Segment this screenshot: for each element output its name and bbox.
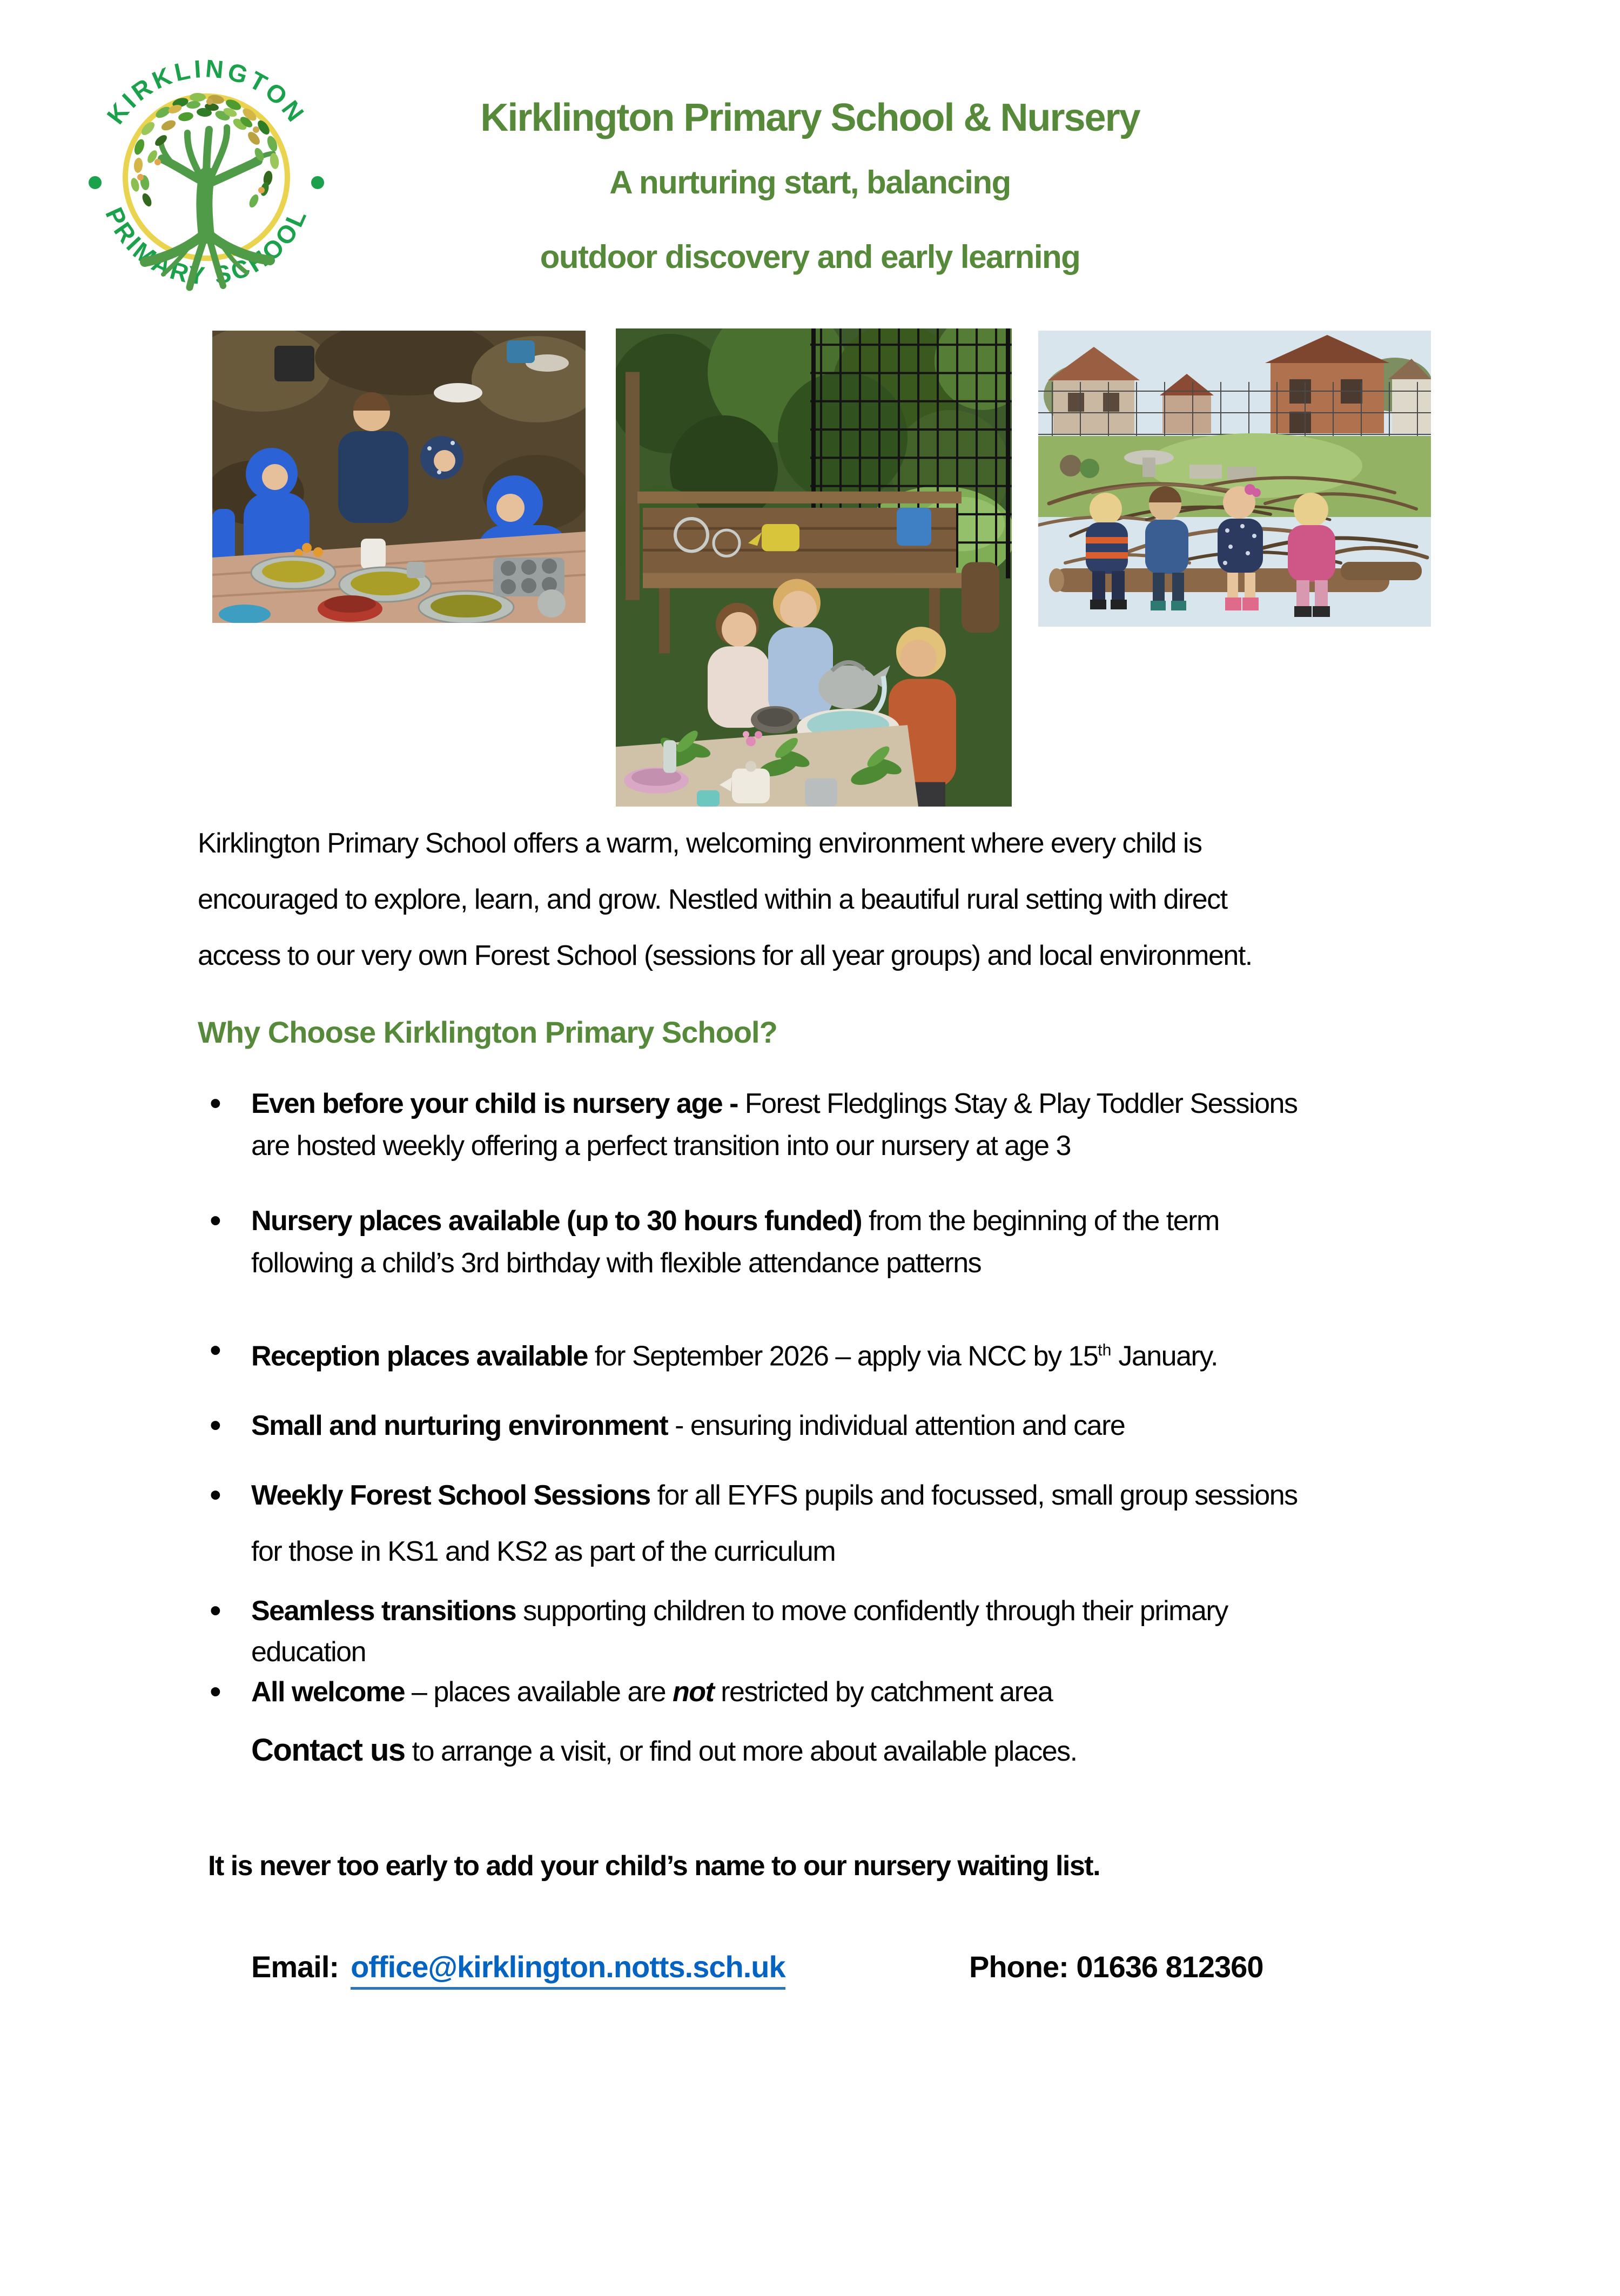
page-title: Kirklington Primary School & Nursery — [480, 96, 1140, 139]
bullet-marker: • — [210, 1332, 221, 1369]
contact-text: to arrange a visit, or find out more about available places. — [405, 1736, 1077, 1767]
bullet-lead: All welcome — [251, 1676, 405, 1708]
bullet-marker: • — [210, 1476, 221, 1514]
waiting-list-note: It is never too early to add your child’s name to our nursery waiting list. — [208, 1850, 1100, 1882]
bullet-all-welcome — [210, 1671, 1533, 1713]
bullet-marker: • — [210, 1592, 221, 1629]
bullet-text: - ensuring individual attention and care — [668, 1410, 1125, 1441]
intro-line: access to our very own Forest School (sessions for all year groups) and local environment. — [198, 940, 1252, 971]
bullet-text: education — [251, 1636, 366, 1668]
bullet-marker: • — [210, 1407, 221, 1444]
logo-arc-top-text: KIRKLINGTON — [101, 54, 312, 130]
bullet-text: for September 2026 – apply via NCC by 15 — [587, 1340, 1098, 1372]
bullet-lead: Small and nurturing environment — [251, 1410, 668, 1441]
bullet-text: supporting children to move confidently through their primary — [516, 1595, 1228, 1627]
bullet-text: from the beginning of the term — [862, 1205, 1219, 1237]
logo-arc-bottom-text: PRIMARY SCHOOL — [100, 203, 313, 290]
bullet-reception-places — [210, 1330, 1533, 1377]
contact-lead: Contact us — [251, 1733, 405, 1768]
photo-forest-mud-kitchen — [212, 331, 586, 623]
ordinal-suffix: th — [1098, 1341, 1112, 1359]
bullet-text: following a child’s 3rd birthday with flexible attendance patterns — [251, 1247, 982, 1279]
bullet-lead: Weekly Forest School Sessions — [251, 1480, 650, 1511]
bullet-seamless-transitions — [210, 1590, 1533, 1673]
bullet-lead: Even before your child is nursery age - — [251, 1088, 738, 1119]
bullet-text: for those in KS1 and KS2 as part of the curriculum — [251, 1536, 836, 1567]
email-row — [251, 1949, 785, 1984]
bullet-text: – places available are — [405, 1676, 673, 1708]
contact-line — [251, 1728, 1077, 1774]
bullet-small-environment — [210, 1405, 1533, 1447]
phone-number: Phone: 01636 812360 — [969, 1950, 1263, 1984]
email-label: Email: — [251, 1950, 339, 1984]
intro-line: encouraged to explore, learn, and grow. Nestled within a beautiful rural setting with direct — [198, 884, 1227, 915]
bullet-even-before — [210, 1083, 1533, 1167]
bullet-lead: Nursery places available (up to 30 hours funded) — [251, 1205, 862, 1237]
intro-line: Kirklington Primary School offers a warm, welcoming environment where every child is — [198, 828, 1202, 859]
bullet-lead: Seamless transitions — [251, 1595, 516, 1627]
bullet-lead: Reception places available — [251, 1340, 588, 1372]
tagline-line-1: A nurturing start, balancing — [609, 164, 1011, 200]
bullet-forest-school — [210, 1467, 1533, 1580]
bullet-marker: • — [210, 1673, 221, 1710]
email-link[interactable]: office@kirklington.notts.sch.uk — [351, 1950, 785, 1990]
photo-garden-children — [1038, 331, 1431, 627]
why-choose-heading: Why Choose Kirklington Primary School? — [198, 1015, 777, 1049]
tagline-line-2: outdoor discovery and early learning — [540, 239, 1080, 275]
intro-paragraph — [198, 815, 1521, 984]
emphasis-not: not — [672, 1676, 714, 1708]
bullet-text: January. — [1111, 1340, 1218, 1372]
bullet-marker: • — [210, 1202, 221, 1239]
bullet-marker: • — [210, 1085, 221, 1122]
bullet-text: for all EYFS pupils and focussed, small group sessions — [650, 1480, 1298, 1511]
bullet-nursery-places — [210, 1200, 1533, 1284]
bullet-text: Forest Fledglings Stay & Play Toddler Sessions — [737, 1088, 1298, 1119]
bullet-text: are hosted weekly offering a perfect transition into our nursery at age 3 — [251, 1130, 1071, 1162]
bullet-text: restricted by catchment area — [714, 1676, 1053, 1708]
photo-mud-kitchen-pouring — [616, 328, 1012, 807]
